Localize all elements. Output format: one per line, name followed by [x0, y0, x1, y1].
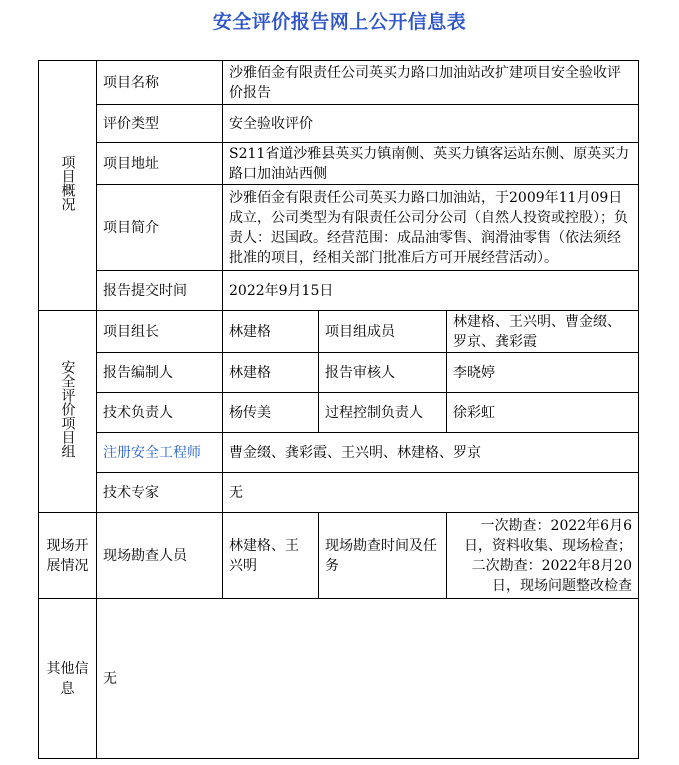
intro-value: 沙雅佰金有限责任公司英买力路口加油站，于2009年11月09日成立，公司类型为有限责任公司分公司（自然人投资或控股）；负责人：迟国政。经营范围：成品油零售、润滑油零售（依法须经批准的项目，经相关部门批准后方可开展经营活动）。 [223, 185, 639, 271]
row-submit-time [39, 271, 639, 311]
row-tech-lead [39, 393, 639, 433]
row-site [39, 513, 639, 599]
author-value: 林建格 [223, 353, 319, 393]
row-expert [39, 473, 639, 513]
row-project-name [39, 61, 639, 105]
process-ctrl-label: 过程控制负责人 [319, 393, 447, 433]
tech-lead-label: 技术负责人 [97, 393, 223, 433]
eval-type-value: 安全验收评价 [223, 105, 639, 143]
address-label: 项目地址 [97, 143, 223, 185]
project-name-value: 沙雅佰金有限责任公司英买力路口加油站改扩建项目安全验收评价报告 [223, 61, 639, 105]
section-other: 其他信息 [39, 599, 97, 759]
leader-value: 林建格 [223, 311, 319, 353]
members-value: 林建格、王兴明、曹金缀、罗京、龚彩霞 [447, 311, 639, 353]
expert-value: 无 [223, 473, 639, 513]
expert-label: 技术专家 [97, 473, 223, 513]
submit-time-label: 报告提交时间 [97, 271, 223, 311]
tech-lead-value: 杨传美 [223, 393, 319, 433]
reviewer-label: 报告审核人 [319, 353, 447, 393]
site-staff-value: 林建格、王兴明 [223, 513, 319, 599]
site-staff-label: 现场勘查人员 [97, 513, 223, 599]
row-eval-type [39, 105, 639, 143]
submit-time-value: 2022年9月15日 [223, 271, 639, 311]
reg-engineer-link[interactable]: 注册安全工程师 [97, 433, 223, 473]
address-value: S211省道沙雅县英买力镇南侧、英买力镇客运站东侧、原英买力路口加油站西侧 [223, 143, 639, 185]
site-time-value: 一次勘查：2022年6月6日，资料收集、现场检查；二次勘查：2022年8月20日，现场问题整改检查 [447, 513, 639, 599]
author-label: 报告编制人 [97, 353, 223, 393]
row-other [39, 599, 639, 759]
project-name-label: 项目名称 [97, 61, 223, 105]
reviewer-value: 李晓婷 [447, 353, 639, 393]
row-address [39, 143, 639, 185]
process-ctrl-value: 徐彩虹 [447, 393, 639, 433]
row-intro [39, 185, 639, 271]
info-table [38, 60, 639, 759]
site-time-label: 现场勘查时间及任务 [319, 513, 447, 599]
eval-type-label: 评价类型 [97, 105, 223, 143]
section-overview: 项目概况 [39, 61, 97, 311]
members-label: 项目组成员 [319, 311, 447, 353]
row-author [39, 353, 639, 393]
page-title: 安全评价报告网上公开信息表 [212, 11, 467, 33]
other-value: 无 [97, 599, 639, 759]
section-site: 现场开展情况 [39, 513, 97, 599]
leader-label: 项目组长 [97, 311, 223, 353]
intro-label: 项目简介 [97, 185, 223, 271]
row-leader [39, 311, 639, 353]
section-team: 安全评价项目组 [39, 311, 97, 513]
row-reg-engineer [39, 433, 639, 473]
reg-engineers-value: 曹金缀、龚彩霞、王兴明、林建格、罗京 [223, 433, 639, 473]
